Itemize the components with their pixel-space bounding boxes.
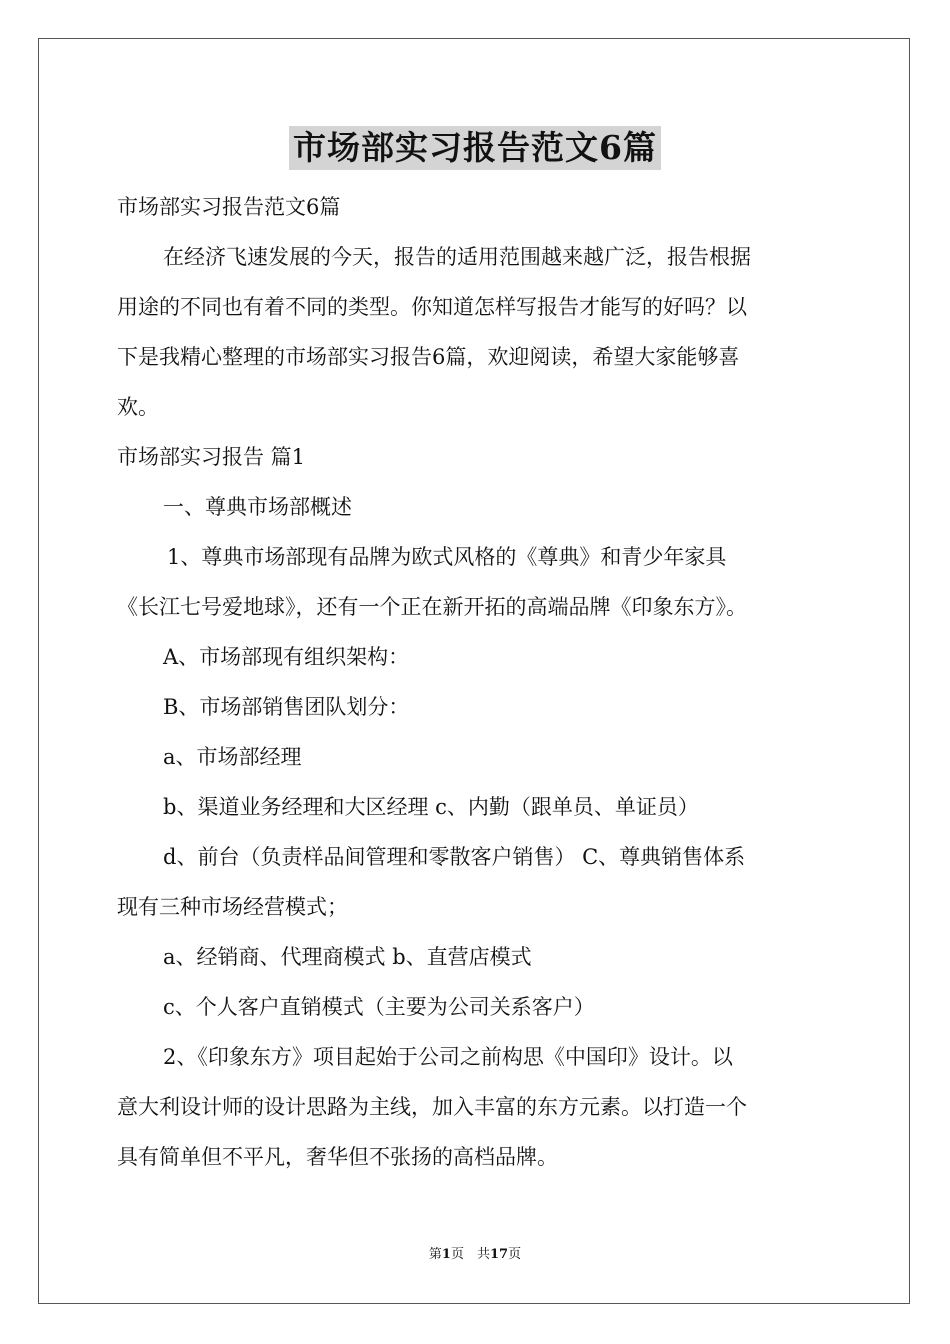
footer-total-pages: 17 (489, 1247, 509, 1262)
subtitle-line: 市场部实习报告范文6篇 (117, 195, 341, 219)
paragraph-line: 意大利设计师的设计思路为主线，加入丰富的东方元素。以打造一个 (117, 1095, 747, 1119)
list-item: A、市场部现有组织架构： (163, 645, 410, 669)
list-item: c、个人客户直销模式（主要为公司关系客户） (163, 995, 595, 1019)
list-item: d、前台（负责样品间管理和零散客户销售） C、尊典销售体系 (163, 845, 746, 869)
paragraph-line: 具有简单但不平凡，奢华但不张扬的高档品牌。 (117, 1145, 558, 1169)
paragraph-line: 在经济飞速发展的今天，报告的适用范围越来越广泛，报告根据 (163, 245, 751, 269)
list-item: B、市场部销售团队划分： (163, 695, 410, 719)
subsection-heading: 一、尊典市场部概述 (163, 495, 352, 519)
document-body (117, 182, 837, 1182)
footer-mid: 页 共 (450, 1247, 490, 1262)
list-item: a、市场部经理 (163, 745, 302, 769)
page-footer (0, 1246, 950, 1264)
paragraph-line: 欢。 (117, 395, 159, 419)
section-heading: 市场部实习报告 篇1 (117, 445, 306, 469)
list-item: a、经销商、代理商模式 b、直营店模式 (163, 945, 532, 969)
footer-prefix: 第 (428, 1247, 442, 1262)
document-title: 市场部实习报告范文6篇 (289, 126, 661, 170)
paragraph-line: 用途的不同也有着不同的类型。你知道怎样写报告才能写的好吗？以 (117, 295, 747, 319)
paragraph-line: 2、《印象东方》项目起始于公司之前构思《中国印》设计。以 (163, 1045, 733, 1069)
footer-current-page: 1 (441, 1247, 451, 1262)
paragraph-line: 下是我精心整理的市场部实习报告6篇，欢迎阅读，希望大家能够喜 (117, 345, 740, 369)
paragraph-line: 现有三种市场经营模式； (117, 895, 348, 919)
footer-suffix: 页 (508, 1247, 522, 1262)
paragraph-line: 1、尊典市场部现有品牌为欧式风格的《尊典》和青少年家具 (167, 545, 727, 569)
list-item: b、渠道业务经理和大区经理 c、内勤（跟单员、单证员） (163, 795, 699, 819)
paragraph-line: 《长江七号爱地球》，还有一个正在新开拓的高端品牌《印象东方》。 (117, 595, 747, 619)
title-container (0, 126, 950, 170)
